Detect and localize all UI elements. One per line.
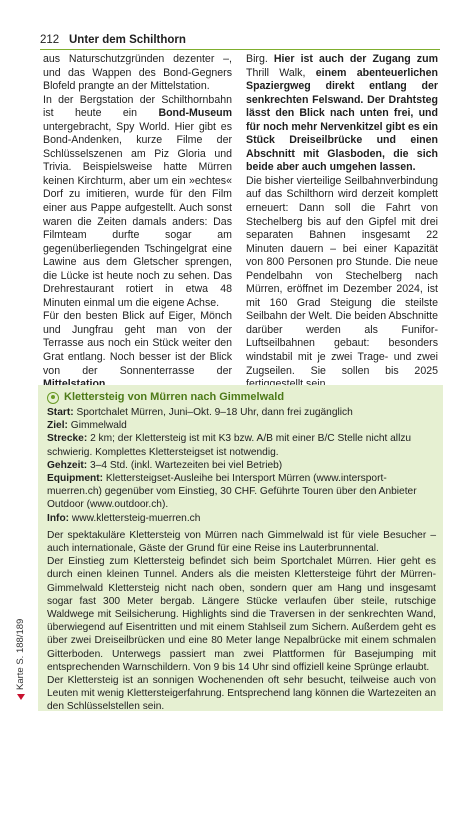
paragraph: Der spektakuläre Klettersteig von Mürren nach Gimmelwald ist für viele Besucher – auch internationale, Gäste der Grund für eine Reise ins Lauterbrunnental. (47, 529, 436, 555)
info-field-gehzeit: Gehzeit: 3–4 Std. (inkl. Wartezeiten bei viel Betrieb) (47, 459, 283, 471)
info-field-ziel: Ziel: Gimmelwald (47, 420, 127, 432)
map-reference-label: Karte S. 188/189 (15, 618, 26, 690)
paragraph: Der Klettersteig ist an sonnigen Wochenenden oft sehr besucht, teilweise auch von Leuten mit wenig Klettersteigerfahrung. Entsprechend lang können die Wartezeiten an den Schlüsselstellen sein. (47, 675, 436, 713)
info-field-start: Start: Sportchalet Mürren, Juni–Okt. 9–18 Uhr, dann frei zugänglich (47, 407, 353, 418)
map-reference (15, 618, 27, 830)
header-rule (40, 49, 440, 50)
target-icon (47, 392, 59, 404)
arrow-icon (17, 694, 25, 700)
info-fields (47, 406, 436, 525)
paragraph: In der Bergstation der Schilthornbahn ist heute ein Bond-Museum untergebracht, Spy World. Hier gibt es Bond-Andenken, kurze Filme der Schlüsselszenen am Piz Gloria und Trivia. Beispielsweise hatte Mürren keinen Kirchturm, aber um ein »echtes« Dorf zu imitieren, wurde für den Film einer aus Pappe aufgestellt. Auch sonst waren die Zeiten damals anders: Das Filmteam durfte sogar am gegenüberliegenden Tschingelgrat eine Lawine aus dem Gletscher sprengen, die Lücke ist heute noch zu sehen. Das Drehrestaurant rotiert in etwa 48 Minuten einmal um die eigene Achse. (43, 93, 232, 309)
info-box-title: Klettersteig von Mürren nach Gimmelwald (64, 390, 285, 403)
info-field-info: Info: www.klettersteig-muerren.ch (47, 512, 201, 524)
paragraph: Die bisher vierteilige Seilbahnverbindung auf das Schilthorn wird derzeit komplett erneuert: Dann soll die Fahrt von Stechelberg bis auf den Gipfel mit drei separaten Bahnen insgesamt 22 Minuten dauern – bei einer Kapazität von 800 Personen pro Stunde. Die neue Pendelbahn von Stechelberg nach Mürren, eröffnet im Dezember 2024, ist mit 160 Grad Steigung die steilste Seilbahn der Welt. Die beiden Abschnitte darüber werden als Funifor-Luftseilbahnen gebaut: besonders windstabil mit je zwei Trage- und zwei Zugseilen. Sie sollen bis 2025 (246, 174, 438, 377)
page-number: 212 (40, 34, 60, 46)
paragraph: aus Naturschutzgründen dezenter –, und das Wappen des Bond-Gegners Blofeld prangte an der Mittelstation. (43, 53, 232, 93)
info-box-header (47, 390, 436, 405)
left-column (43, 53, 232, 392)
info-box-description (47, 529, 436, 714)
right-column (246, 53, 438, 392)
running-title: Unter dem Schilthorn (69, 34, 186, 46)
info-box (38, 385, 443, 711)
page-header (40, 34, 440, 52)
paragraph: Für den besten Blick auf Eiger, Mönch und Jungfrau geht man von der Terrasse aus noch ein Stück weiter den Grat entlang. Noch besser ist der Blick von der Sonnenterrasse der (43, 310, 232, 377)
info-field-equipment: Equipment: Klettersteigset-Ausleihe bei Intersport Mürren (www.intersport-muerren.ch) gegenüber vom Einstieg, 30 CHF. Geführte Touren über den Anbieter Outdoor (www.outdoor.ch). (47, 473, 417, 511)
paragraph: Der Einstieg zum Klettersteig befindet sich beim Sportchalet Mürren. Hier geht es durch einen kleinen Tunnel. Anders als die meisten Klettersteige führt der Mürren-Gimmelwald Klettersteig nicht nach oben, sondern quer am Hang und insgesamt sogar fast 300 Meter bergab. Längere Stücke verlaufen über steile, rutschige Waldwege mit Seilsicherung. Highlights sind die Traversen in der senkrechten Wand, überwiegend auf Eisentritten und mit einem Stahlseil zum Sichern. Außerdem geht es über zwei Dreiseilbrücken und eine 80 Meter lange Nepalbrücke mit einem schmalen Gitterboden. Unterwegs passiert man zwei Plattformen für Basejumping mit entsprechenden Warnschildern. Von 9 bis 14 Uhr sind offiziell keine Sprünge erlaubt. (47, 556, 436, 673)
paragraph: Birg. Hier ist auch der Zugang zum Thrill Walk, einem abenteuerlichen Spaziergweg direkt entlang der senkrechten Felswand. Der Drahtsteg lässt den Blick nach unten frei, und für noch mehr Nervenkitzel gibt es ein Stück Dreiseilbrücke und einen Abschnitt mit Glasboden, die sich beide aber auch umgehen lassen. (246, 53, 438, 174)
info-field-strecke: Strecke: 2 km; der Klettersteig ist mit K3 bzw. A/B mit einer B/C Stelle nicht allzu schwierig. Komplettes Klettersteigset ist notwendig. (47, 433, 412, 458)
